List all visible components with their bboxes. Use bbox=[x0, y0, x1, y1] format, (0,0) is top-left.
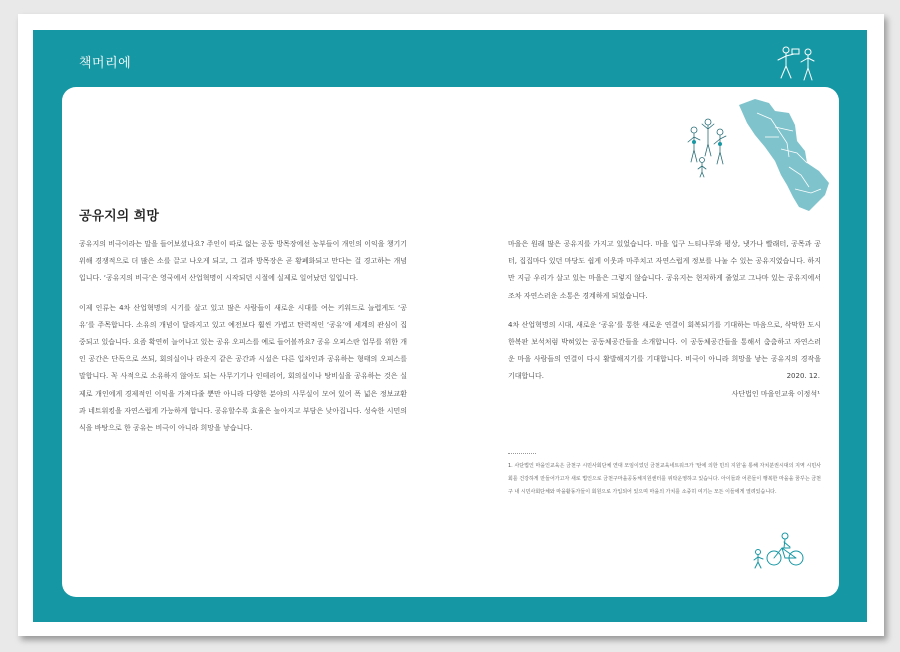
signature: 사단법인 마을인교육 이정석¹ bbox=[731, 390, 820, 398]
people-illustration-icon bbox=[772, 44, 822, 84]
chapter-heading: 책머리에 bbox=[79, 56, 132, 71]
essay-title: 공유지의 희망 bbox=[79, 209, 159, 224]
left-column bbox=[79, 236, 407, 449]
map-illustration-icon bbox=[735, 97, 831, 213]
date: 2020. 12. bbox=[786, 372, 820, 380]
footnote: 1. 사단법인 마을인교육은 금천구 시민사회단체 연대 모임이었던 금천교육네트워크가 '탄에 의한 민의 지원'을 통해 자치분권시대의 지역 시민사회를 건강하게 만들어가고자 새로 법인으로 금천구마을공동체지원센터를 위탁운영하고 있습니다. 아이들과 어른들이 행복한 마을을 꿈꾸는 금천구 내 시민사회단체와 마을활동가들이 회원으로 가입되어 있으며 마을의 가치를 소중히 여기는 모든 이들에게 열려있습니다. bbox=[508, 463, 821, 495]
paragraph: 공유지의 비극이라는 말을 들어보셨나요? 주인이 따로 없는 공동 방목장에선 농부들이 개인의 이익을 챙기기 위해 경쟁적으로 더 많은 소를 끌고 나오게 되고, 그 결과 방목장은 곧 황폐화되고 만다는 걸 경고하는 개념입니다. ‘공유지의 비극’은 영국에서 산업혁명이 시작되던 시절에 실제로 일어났던 일입니다. bbox=[79, 240, 407, 283]
footnote-divider bbox=[508, 453, 536, 454]
paragraph: 4차 산업혁명의 시대, 새로운 ‘공유’를 통한 새로운 연결이 회복되기를 기대하는 마음으로, 삭막한 도시 한복판 보석처럼 박혀있는 공동체공간들을 소개합니다. 이 공동체공간들을 통해서 춤춤하고 자연스러운 마을 사람들의 연결이 다시 활발해지기를 기대합니다. 비극이 아니라 희망을 낳는 공유지의 경작을 기대합니다. bbox=[508, 320, 821, 381]
bicycle-illustration-icon bbox=[752, 530, 808, 570]
paragraph: 이제 인류는 4차 산업혁명의 시기를 살고 있고 많은 사람들이 새로운 시대를 여는 키워드로 늘렵게도 ‘공유’를 주목합니다. 소유의 개념이 달라지고 있고 예전보다 훨씬 가볍고 탄력적인 ‘공유’에 세계의 관심이 집중되고 있습니다. 요즘 확연히 늘어나고 있는 공유 오피스를 예로 들어볼까요? 공유 오피스란 업무를 위한 개인 공간은 단독으로 쓰되, 회의실이나 라운지 같은 공간과 시설은 다른 입차인과 공유하는 형태의 오피스를 말합니다. 꼭 사적으로 소유하지 않아도 되는 사무기기나 인테리어, 회의실이나 탕비실을 공유하는 것은 실제로 개인에게 경제적인 이익을 가져다줄 뿐만 아니라 다양한 분야의 사무실이 모여 있어 폭 넓은 정보교환과 네트워킹을 자연스럽게 가능하게 합니다. 공유할수록 효율은 높아지고 부담은 낮아집니다. 성숙한 시민의식을 바탕으로 한 공유는 비극이 아니라 희망을 낳습니다. bbox=[79, 303, 407, 433]
family-illustration-icon bbox=[686, 116, 730, 178]
paragraph: 마을은 원래 많은 공유지를 가지고 있었습니다. 마을 입구 느티나무와 평상, 냇가나 빨래터, 공목과 공터, 집집마다 있던 마당도 쉽게 이웃과 마주치고 자연스럽게 정보를 나눌 수 있는 공유지였습니다. 하지만 지금 우리가 살고 있는 마을은 그렇지 않습니다. 공유지는 현저하게 줄었고 그나마 있는 공유지에서조차 자연스러운 소통은 경계하게 되었습니다. bbox=[508, 240, 821, 300]
